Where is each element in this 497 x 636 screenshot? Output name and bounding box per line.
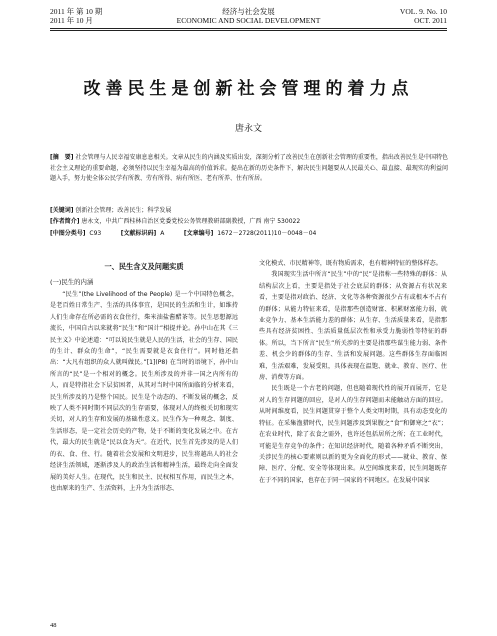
- journal-name-cn: 经济与社会发展: [222, 7, 275, 16]
- body-paragraph: 民生既是一个古老的问题，但也随着现代性的展开而展开，它是对人的生存问题的回应，是对人的生存问题而未能触动方面的回应。从时间维度看，民生问题贯穿于整个人类文明时期，具有动态变化的特征。在采集渔猎时代，民生问题涉及到果腹之“食”和御寒之“衣”；在农业时代，除了衣食之需外，也许还包括居所之所；在工业时代，可能是生存竞争的条件；在知识经济时代，随着各种矛盾不断突出，关涉民生的核心要素则以新的更为全面化的形式——就业、教育、保障、医疗、分配、安全等体现出来。从空间维度来看，民生问题既存在于不同的国家，也存在于同一国家的不同地区。在发展中国家: [259, 385, 447, 484]
- issue-date: 2011 年 10 月: [50, 16, 93, 25]
- keywords: [50, 206, 448, 217]
- author-info: [50, 217, 448, 228]
- doc-code-label: [文献标识码]: [120, 230, 157, 237]
- left-column: [50, 258, 238, 494]
- subsection-title: (一)民生的内涵: [50, 278, 94, 286]
- volume-number: VOL. 9. No. 10: [399, 7, 447, 16]
- section-title: 一、民生含义及问题实质: [104, 262, 184, 271]
- author-info-text: 唐永文，中共广西桂林自治区党委党校公务管理教研部副教授，广西 南宁 530022: [81, 218, 301, 225]
- page-number: 48: [50, 622, 57, 629]
- class-value: C93: [89, 230, 102, 237]
- article-author: 唐永文: [234, 124, 262, 134]
- classification-line: [50, 229, 448, 240]
- header-rule-thin: [50, 30, 447, 31]
- abstract: [50, 153, 448, 185]
- doc-code-value: A: [160, 230, 165, 237]
- journal-name-en: ECONOMIC AND SOCIAL DEVELOPMENT: [176, 16, 321, 25]
- issue-number: 2011 年 第 10 期: [50, 7, 103, 16]
- article-number-value: 1672－2728(2011)10－0048－04: [217, 230, 317, 237]
- right-column: [259, 258, 447, 486]
- author-info-label: [作者简介]: [50, 218, 80, 225]
- body-paragraph: 我国现实生活中所言“民生”中的“民”是指称一些特殊的群体：从结构层次上看，主要是指处于社会底层的群体；从资源占有状况来看，主要是指对政治、经济、文化等各种资源很少占有或根本不占有的群体；从能力特征来看，是指那些创造财富、积累财富能力弱，就业竞争力、基本生活能力差的群体；从生存、生活质量来看，是指那些具有经济贫困性、生活质量低层次性和承受力脆弱性等特征的群体。所以，当下所言“民生”所关涉的主要是指那些谋生能力弱、条件差、机会少的群体的生存、生活和发展问题。这些群体生存面临困难，生活艰难，发展受阻，具体表现在温饱、就业、教育、医疗、住房、消费等方面。: [259, 271, 447, 382]
- class-label: [中图分类号]: [50, 230, 86, 237]
- article-title: 改善民生是创新社会管理的着力点: [83, 79, 414, 99]
- volume-date: OCT. 2011: [414, 16, 447, 25]
- keywords-label: [关键词]: [50, 207, 74, 214]
- body-paragraph: “民生”(the Livelihood of the People) 是一个中国特色概念，是老百姓日常生产、生活的具体事宜，是国民的生活和生计，如维持人们生命存在所必需的衣食住行，柴米油盐酱醋茶等。民生思想源远流长，中国自古以来就将“民生”和“国计”相提并论。孙中山在其《三民主义》中论述道：“可以说民生就是人民的生活，社会的生存、国民的生计、群众的生命”，“民生需要就是衣食住行”。同时他还指出：“大凡有组织的众人就叫做民。”[1](P8) 在当时的语境下，孙中山所言的“民”是一个相对的概念。民生所涉及的并非一国之内所有的人，而是特指社会下层贫困者，从其对当时中国所面临的分析来看，民生所涉及的乃是整个国民。民生是个动态的、不断发展的概念，反映了人类不同时期不同层次的生存需要，体现对人的终极关切和现实关切，对人的生存和发展的基础性意义。民生作为一种观念、制度、生活形态，是一定社会历史的产物，处于不断的变化发展之中。在古代，最大的民生就是“民以食为天”。在近代，民生首先涉及的是人们的衣、食、住、行。随着社会发展和文明进步，民生将越出人的社会经济生活领域，逐渐涉及人的政治生活和精神生活，最终走向全面发展的美好人生。在现代，民生和民主、民权相互作用，而民生之本，也由原来的生产、生活资料，上升为生活形态、: [50, 291, 238, 492]
- journal-volume: [400, 7, 447, 25]
- header-rule: [50, 28, 447, 29]
- abstract-text: 社会管理与人民幸福安康息息相关。文章从民生的内涵及实质出发，深刻分析了改善民生在创新社会管理的重要性，指出改善民生是中国特色社会主义理论的重要命题，必须坚持以民生幸福为最高的价值诉求。提出在新的历史条件下，解决民生问题要从人民最关心、最直接、最现实的利益问题入手，努力使全体公民学有所教、劳有所得、病有所医、老有所养、住有所居。: [50, 154, 448, 182]
- article-number-label: [文章编号]: [183, 230, 214, 237]
- abstract-label: [摘 要]: [50, 154, 74, 161]
- body-paragraph: 文化模式、市民精神等，既有物质需求，也有精神特征的整体样态。: [259, 260, 442, 267]
- keywords-text: 创新社会管理；改善民生；科学发展: [75, 207, 172, 214]
